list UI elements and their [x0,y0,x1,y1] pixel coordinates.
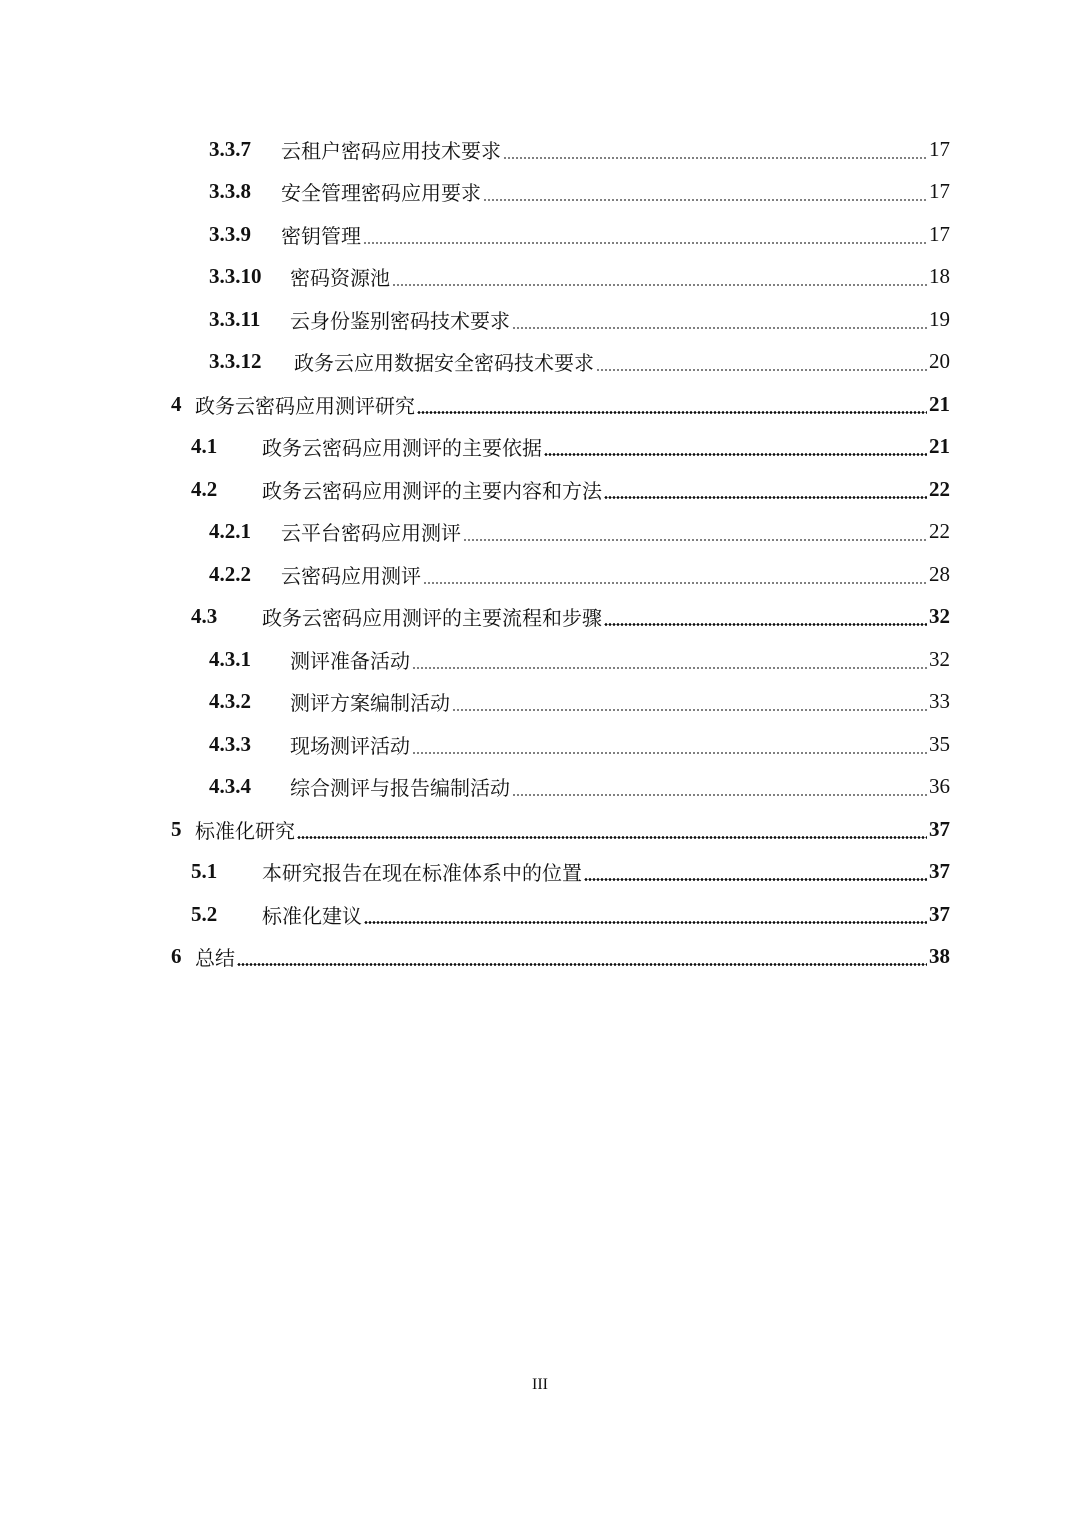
toc-leader-dots [584,878,927,881]
toc-entry-page: 18 [929,264,950,289]
toc-leader-dots [297,836,927,839]
toc-entry-page: 28 [929,561,950,586]
toc-entry-title: 云身份鉴别密码技术要求 [290,308,510,333]
toc-entry-3-3-9[interactable] [0,213,1080,256]
toc-entry-number: 3.3.10 [209,264,262,289]
toc-entry-number: 4.1 [191,434,218,459]
toc-entry-number: 3.3.8 [209,179,251,204]
toc-leader-dots [463,539,927,541]
toc-entry-4-3[interactable] [0,596,1080,639]
toc-entry-number: 4.2 [191,476,218,501]
toc-entry-title: 测评准备活动 [290,648,410,673]
toc-entry-number: 5.2 [191,901,218,926]
toc-entry-page: 32 [929,646,950,671]
toc-entry-number: 4.3.1 [209,646,251,671]
toc-leader-dots [363,242,927,244]
toc-entry-page: 33 [929,689,950,714]
toc-entry-4-3-1[interactable] [0,638,1080,681]
toc-entry-title: 政务云密码应用测评的主要依据 [262,436,542,461]
toc-entry-6[interactable] [0,936,1080,979]
toc-entry-number: 5.1 [191,859,218,884]
toc-entry-number: 3.3.12 [209,349,262,374]
toc-entry-3-3-12[interactable] [0,341,1080,384]
toc-entry-page: 37 [929,816,950,841]
toc-entry-title: 安全管理密码应用要求 [281,181,481,206]
table-of-contents [0,128,1080,978]
toc-entry-3-3-8[interactable] [0,171,1080,214]
toc-leader-dots [417,411,927,414]
toc-entry-4-3-3[interactable] [0,723,1080,766]
toc-entry-title: 综合测评与报告编制活动 [290,776,510,801]
toc-entry-page: 37 [929,859,950,884]
toc-entry-page: 36 [929,774,950,799]
toc-entry-page: 38 [929,944,950,969]
toc-entry-page: 37 [929,901,950,926]
toc-leader-dots [412,667,927,669]
toc-entry-4-2-2[interactable] [0,553,1080,596]
toc-leader-dots [503,157,927,159]
toc-entry-3-3-10[interactable] [0,256,1080,299]
toc-entry-page: 17 [929,221,950,246]
toc-entry-page: 22 [929,519,950,544]
toc-entry-3-3-7[interactable] [0,128,1080,171]
toc-leader-dots [364,921,927,924]
toc-leader-dots [604,623,927,626]
toc-entry-page: 35 [929,731,950,756]
toc-entry-title: 云平台密码应用测评 [281,521,461,546]
toc-entry-title: 云密码应用测评 [281,563,421,588]
toc-leader-dots [596,369,927,371]
toc-entry-4-2-1[interactable] [0,511,1080,554]
toc-entry-4[interactable] [0,383,1080,426]
toc-entry-number: 4.3.3 [209,731,251,756]
toc-entry-title: 密码资源池 [290,266,390,291]
toc-entry-title: 政务云密码应用测评的主要流程和步骤 [262,606,602,631]
toc-entry-title: 总结 [195,946,235,971]
toc-leader-dots [512,327,927,329]
toc-entry-title: 政务云密码应用测评研究 [195,393,415,418]
toc-entry-page: 32 [929,604,950,629]
toc-entry-4-2[interactable] [0,468,1080,511]
page-number: III [532,1376,548,1393]
toc-entry-title: 云租户密码应用技术要求 [281,138,501,163]
toc-entry-page: 21 [929,434,950,459]
toc-entry-4-1[interactable] [0,426,1080,469]
toc-entry-title: 本研究报告在现在标准体系中的位置 [262,861,582,886]
toc-leader-dots [423,582,927,584]
toc-entry-5[interactable] [0,808,1080,851]
toc-entry-number: 4 [171,391,182,416]
toc-leader-dots [412,752,927,754]
toc-entry-number: 3.3.9 [209,221,251,246]
toc-entry-page: 22 [929,476,950,501]
toc-entry-number: 3.3.7 [209,136,251,161]
toc-entry-title: 政务云密码应用测评的主要内容和方法 [262,478,602,503]
toc-entry-number: 3.3.11 [209,306,261,331]
toc-entry-title: 现场测评活动 [290,733,410,758]
toc-leader-dots [483,199,927,201]
toc-entry-page: 17 [929,136,950,161]
toc-entry-page: 17 [929,179,950,204]
toc-leader-dots [512,794,927,796]
toc-entry-title: 标准化研究 [195,818,295,843]
toc-entry-4-3-2[interactable] [0,681,1080,724]
toc-entry-number: 4.2.2 [209,561,251,586]
toc-entry-number: 6 [171,944,182,969]
toc-entry-5-2[interactable] [0,893,1080,936]
toc-entry-number: 4.3.4 [209,774,251,799]
toc-entry-3-3-11[interactable] [0,298,1080,341]
toc-leader-dots [452,709,927,711]
toc-leader-dots [237,963,927,966]
toc-entry-number: 5 [171,816,182,841]
toc-entry-title: 标准化建议 [262,903,362,928]
toc-entry-page: 20 [929,349,950,374]
toc-entry-page: 21 [929,391,950,416]
toc-entry-number: 4.2.1 [209,519,251,544]
toc-leader-dots [544,453,927,456]
toc-entry-title: 政务云应用数据安全密码技术要求 [294,351,594,376]
toc-entry-title: 测评方案编制活动 [290,691,450,716]
toc-entry-title: 密钥管理 [281,223,361,248]
toc-leader-dots [392,284,927,286]
toc-leader-dots [604,496,927,499]
toc-entry-page: 19 [929,306,950,331]
toc-entry-number: 4.3 [191,604,218,629]
toc-entry-4-3-4[interactable] [0,766,1080,809]
toc-entry-5-1[interactable] [0,851,1080,894]
toc-entry-number: 4.3.2 [209,689,251,714]
